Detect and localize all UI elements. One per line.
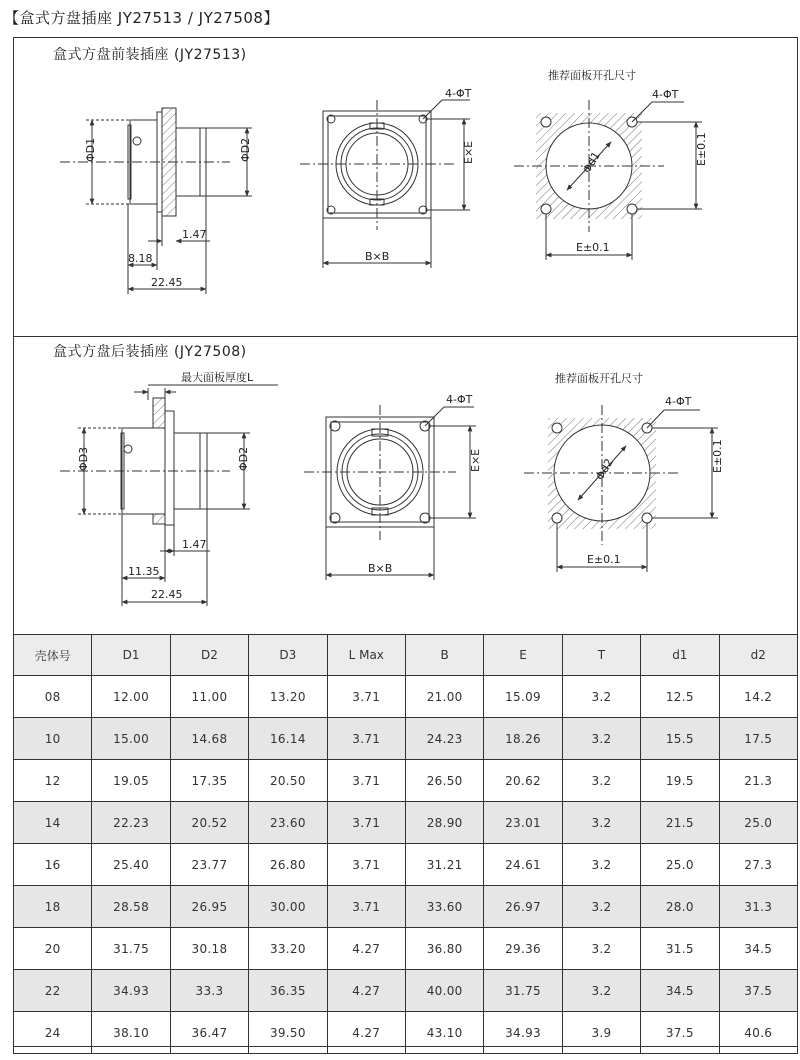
table-cell: 21.3: [719, 760, 797, 802]
table-cell: 20.50: [249, 760, 327, 802]
table-cell: 19.05: [92, 760, 170, 802]
rear-cutout-title: 推荐面板开孔尺寸: [555, 372, 643, 385]
table-cell: 3.2: [562, 844, 640, 886]
header-lmax: L Max: [327, 635, 405, 676]
table-cell: 12.00: [92, 676, 170, 718]
table-cell: 37.5: [641, 1012, 719, 1054]
table-cell: 31.21: [405, 844, 483, 886]
table-cell: 31.3: [719, 886, 797, 928]
table-cell: 26.50: [405, 760, 483, 802]
table-cell: 31.5: [641, 928, 719, 970]
table-cell: 31.75: [92, 928, 170, 970]
header-d1-small: d1: [641, 635, 719, 676]
table-cell: 36.80: [405, 928, 483, 970]
rear-d3-label: ΦD3: [77, 446, 90, 471]
table-cell: 28.0: [641, 886, 719, 928]
table-cell: 21.00: [405, 676, 483, 718]
table-cell: 18.26: [484, 718, 562, 760]
table-cell: 28.58: [92, 886, 170, 928]
table-cell: 38.10: [92, 1012, 170, 1054]
table-cell: 13.20: [249, 676, 327, 718]
table-cell: 3.71: [327, 886, 405, 928]
table-cell: 15.09: [484, 676, 562, 718]
rear-cutout-diam: Φd2: [593, 456, 616, 483]
table-cell: 23.60: [249, 802, 327, 844]
table-row: [14, 844, 798, 886]
table-cell: 3.2: [562, 802, 640, 844]
header-t: T: [562, 635, 640, 676]
rear-dim-2245: 22.45: [151, 588, 183, 601]
rear-flange-view: [304, 405, 476, 580]
table-cell: 25.0: [719, 802, 797, 844]
front-flange-view: [300, 100, 470, 268]
table-cell: 17.35: [170, 760, 248, 802]
table-row: [14, 970, 798, 1012]
table-cell: 26.95: [170, 886, 248, 928]
table-cell: 20.62: [484, 760, 562, 802]
table-cell: 08: [14, 676, 92, 718]
page-title: 【盒式方盘插座 JY27513 / JY27508】: [4, 9, 279, 27]
table-cell: 26.97: [484, 886, 562, 928]
table-header-row: [14, 635, 798, 676]
table-cell: 14.2: [719, 676, 797, 718]
table-cell: 30.18: [170, 928, 248, 970]
front-d1-label: ΦD1: [84, 137, 97, 162]
table-cell: 40.6: [719, 1012, 797, 1054]
header-d1: D1: [92, 635, 170, 676]
table-cell: 34.5: [719, 928, 797, 970]
table-cell: 33.60: [405, 886, 483, 928]
table-cell: 11.00: [170, 676, 248, 718]
front-exe-label: E×E: [462, 140, 475, 164]
table-row: [14, 718, 798, 760]
rear-holes-label: 4-ΦT: [446, 393, 473, 406]
front-d2-label: ΦD2: [239, 137, 252, 162]
table-cell: 28.90: [405, 802, 483, 844]
table-cell: 14: [14, 802, 92, 844]
table-cell: 20: [14, 928, 92, 970]
front-holes-label: 4-ΦT: [445, 87, 472, 100]
table-cell: 10: [14, 718, 92, 760]
table-cell: 17.5: [719, 718, 797, 760]
front-panel-title: 盒式方盘前装插座 (JY27513): [53, 47, 247, 63]
table-cell: 25.0: [641, 844, 719, 886]
table-cell: 34.5: [641, 970, 719, 1012]
table-cell: 3.2: [562, 760, 640, 802]
table-cell: 33.20: [249, 928, 327, 970]
table-cell: 40.00: [405, 970, 483, 1012]
table-cell: 3.2: [562, 718, 640, 760]
table-cell: 20.52: [170, 802, 248, 844]
rear-cutout-ex: E±0.1: [587, 553, 621, 566]
table-row: [14, 760, 798, 802]
rear-cutout-ey: E±0.1: [711, 439, 724, 473]
table-cell: 31.75: [484, 970, 562, 1012]
table-cell: 21.5: [641, 802, 719, 844]
table-row: [14, 802, 798, 844]
spec-table: [13, 634, 798, 1054]
table-cell: 24.61: [484, 844, 562, 886]
table-cell: 16.14: [249, 718, 327, 760]
table-cell: 4.27: [327, 970, 405, 1012]
table-cell: 4.27: [327, 928, 405, 970]
header-d2-small: d2: [719, 635, 797, 676]
rear-cutout: [524, 405, 718, 572]
table-cell: 30.00: [249, 886, 327, 928]
front-cutout-ey: E±0.1: [695, 132, 708, 166]
rear-dim-147: 1.47: [182, 538, 207, 551]
front-dim-2245: 22.45: [151, 276, 183, 289]
front-cutout-holes: 4-ΦT: [652, 88, 679, 101]
table-cell: 3.71: [327, 760, 405, 802]
table-cell: 27.3: [719, 844, 797, 886]
table-cell: 12: [14, 760, 92, 802]
table-row: [14, 676, 798, 718]
front-side-view: [60, 108, 252, 294]
table-cell: 25.40: [92, 844, 170, 886]
table-cell: 3.71: [327, 676, 405, 718]
table-cell: 19.5: [641, 760, 719, 802]
table-cell: 23.77: [170, 844, 248, 886]
table-cell: 37.5: [719, 970, 797, 1012]
table-cell: 3.71: [327, 718, 405, 760]
table-cell: 29.36: [484, 928, 562, 970]
table-cell: 15.00: [92, 718, 170, 760]
table-cell: 26.80: [249, 844, 327, 886]
table-cell: 4.27: [327, 1012, 405, 1054]
table-cell: 18: [14, 886, 92, 928]
header-d2: D2: [170, 635, 248, 676]
table-cell: 16: [14, 844, 92, 886]
table-cell: 36.47: [170, 1012, 248, 1054]
table-cell: 3.2: [562, 928, 640, 970]
table-cell: 43.10: [405, 1012, 483, 1054]
table-cell: 22: [14, 970, 92, 1012]
table-cell: 14.68: [170, 718, 248, 760]
front-cutout: [514, 100, 702, 260]
table-cell: 3.2: [562, 886, 640, 928]
table-cell: 34.93: [484, 1012, 562, 1054]
table-cell: 3.71: [327, 844, 405, 886]
table-cell: 23.01: [484, 802, 562, 844]
front-cutout-diam: Φd1: [580, 149, 603, 176]
front-bxb-label: B×B: [365, 250, 390, 263]
table-cell: 24: [14, 1012, 92, 1054]
table-row: [14, 928, 798, 970]
table-cell: 36.35: [249, 970, 327, 1012]
header-e: E: [484, 635, 562, 676]
table-cell: 3.71: [327, 802, 405, 844]
header-b: B: [405, 635, 483, 676]
front-cutout-ex: E±0.1: [576, 241, 610, 254]
table-row: [14, 1012, 798, 1054]
rear-d2-label: ΦD2: [237, 446, 250, 471]
rear-panel-thickness-label: 最大面板厚度L: [181, 371, 254, 384]
table-cell: 3.9: [562, 1012, 640, 1054]
front-cutout-title: 推荐面板开孔尺寸: [548, 69, 636, 82]
rear-bxb-label: B×B: [368, 562, 393, 575]
table-cell: 22.23: [92, 802, 170, 844]
front-dim-818: 8.18: [128, 252, 153, 265]
rear-panel-title: 盒式方盘后装插座 (JY27508): [53, 344, 247, 360]
rear-dim-1135: 11.35: [128, 565, 160, 578]
table-cell: 33.3: [170, 970, 248, 1012]
table-row: [14, 886, 798, 928]
rear-side-view: [60, 385, 278, 606]
table-cell: 39.50: [249, 1012, 327, 1054]
table-cell: 3.2: [562, 676, 640, 718]
table-cell: 15.5: [641, 718, 719, 760]
table-cell: 24.23: [405, 718, 483, 760]
front-dim-147: 1.47: [182, 228, 207, 241]
rear-cutout-holes: 4-ΦT: [665, 395, 692, 408]
table-cell: 34.93: [92, 970, 170, 1012]
table-cell: 3.2: [562, 970, 640, 1012]
table-cell: 12.5: [641, 676, 719, 718]
rear-exe-label: E×E: [469, 448, 482, 472]
header-shell-size: 壳体号: [14, 635, 92, 676]
header-d3: D3: [249, 635, 327, 676]
